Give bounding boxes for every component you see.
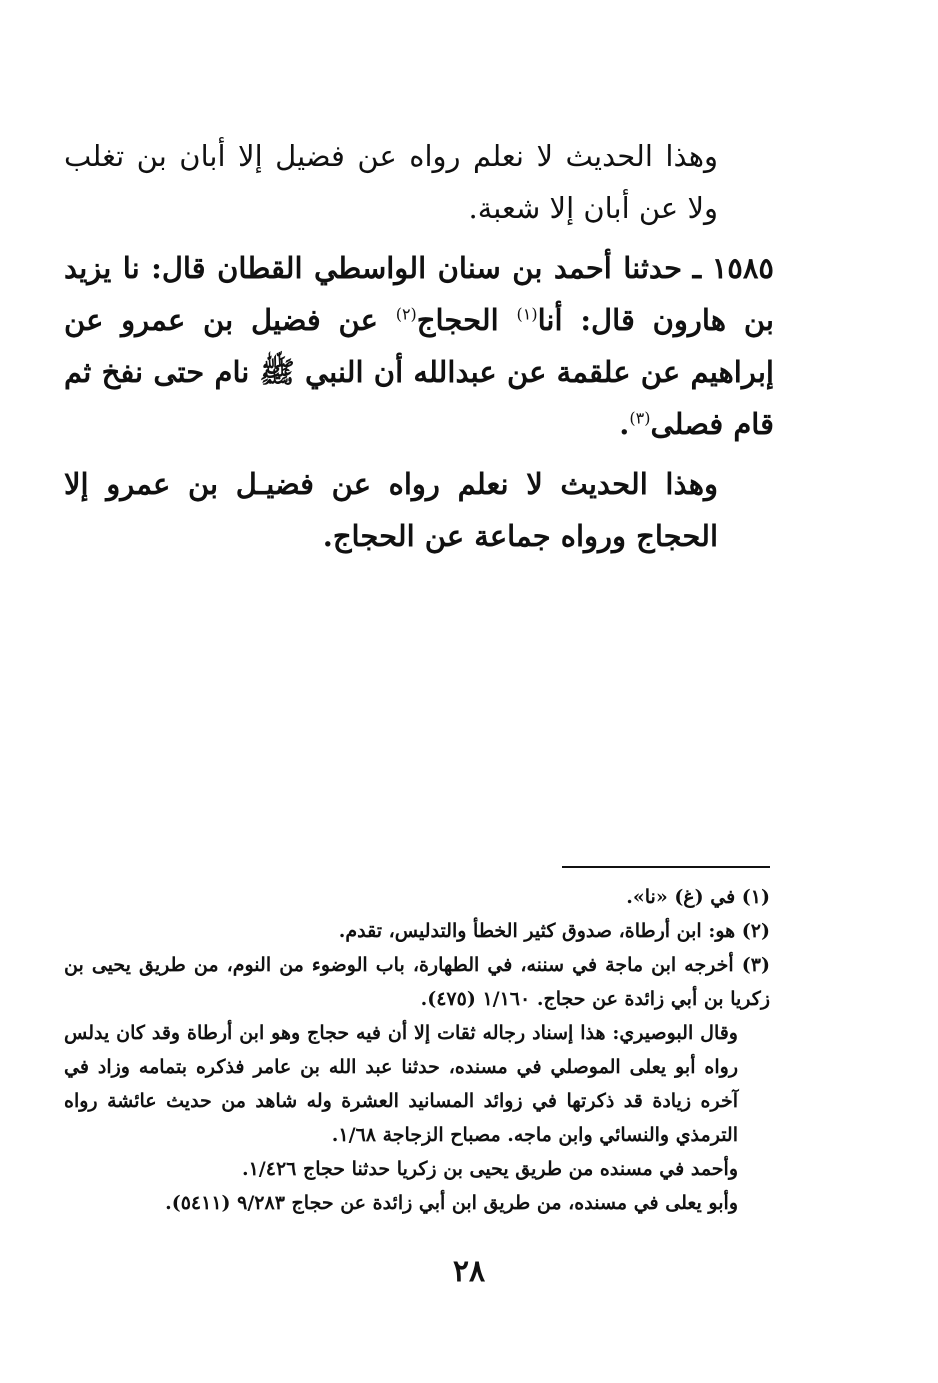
- footnote-separator: [562, 866, 770, 868]
- footnote-3-ahmad: وأحمد في مسنده من طريق يحيى بن زكريا حدثنا حجاج ١/٤٢٦.: [241, 1158, 738, 1180]
- main-text: [64, 130, 774, 562]
- footnotes: [64, 880, 770, 1220]
- footnote-3: (٣) أخرجه ابن ماجة في سننه، في الطهارة، باب الوضوء من النوم، من طريق يحيى بن زكريا بن أبي زائدة عن حجاج. ١/١٦٠ (٤٧٥).: [64, 954, 770, 1010]
- hadith-number: ١٥٨٥: [711, 251, 774, 285]
- paragraph-3: وهذا الحديث لا نعلم رواه عن فضيـل بن عمرو إلا الحجاج ورواه جماعة عن الحجاج.: [64, 467, 718, 553]
- hadith-text-2: الحجاج: [416, 303, 517, 337]
- footnote-3-abuyala: وأبو يعلى في مسنده، من طريق ابن أبي زائدة عن حجاج ٩/٢٨٣ (٥٤١١).: [165, 1192, 738, 1214]
- footnote-3-busiri: وقال البوصيري: هذا إسناد رجاله ثقات إلا أن فيه حجاج وهو ابن أرطاة وقد كان يدلس رواه أبو يعلى الموصلي في مسنده، حدثنا عبد الله بن عامر فذكره بتمامه وزاد في آخره زيادة قد ذكرتها في زوائد المسانيد العشرة وله شاهد من حديث عائشة رواه الترمذي والنسائي وابن ماجه. مصباح الزجاجة ١/٦٨.: [64, 1022, 738, 1146]
- page-number: ٢٨: [452, 1254, 486, 1289]
- hadith-text-1: حدثنا أحمد بن سنان الواسطي القطان قال: نا يزيد بن هارون قال: أنا: [64, 251, 774, 337]
- hadith-1585: [64, 242, 774, 450]
- paragraph-1: وهذا الحديث لا نعلم رواه عن فضيل إلا أبان بن تغلب ولا عن أبان إلا شعبة.: [64, 139, 718, 225]
- footnote-ref-2[interactable]: (٢): [395, 304, 417, 324]
- hadith-text-3: عن فضيل بن عمرو عن إبراهيم عن علقمة عن عبدالله أن النبي ﷺ نام حتى نفخ ثم قام فصلى: [64, 303, 774, 441]
- footnote-1: (١) في (غ) «نا».: [626, 886, 770, 908]
- footnote-ref-3[interactable]: (٣): [629, 408, 651, 428]
- hadith-dash: ـ: [692, 251, 702, 285]
- footnote-ref-1[interactable]: (١): [516, 304, 538, 324]
- hadith-end: .: [619, 407, 630, 441]
- footnote-2: (٢) هو: ابن أرطاة، صدوق كثير الخطأ والتدليس، تقدم.: [338, 920, 770, 942]
